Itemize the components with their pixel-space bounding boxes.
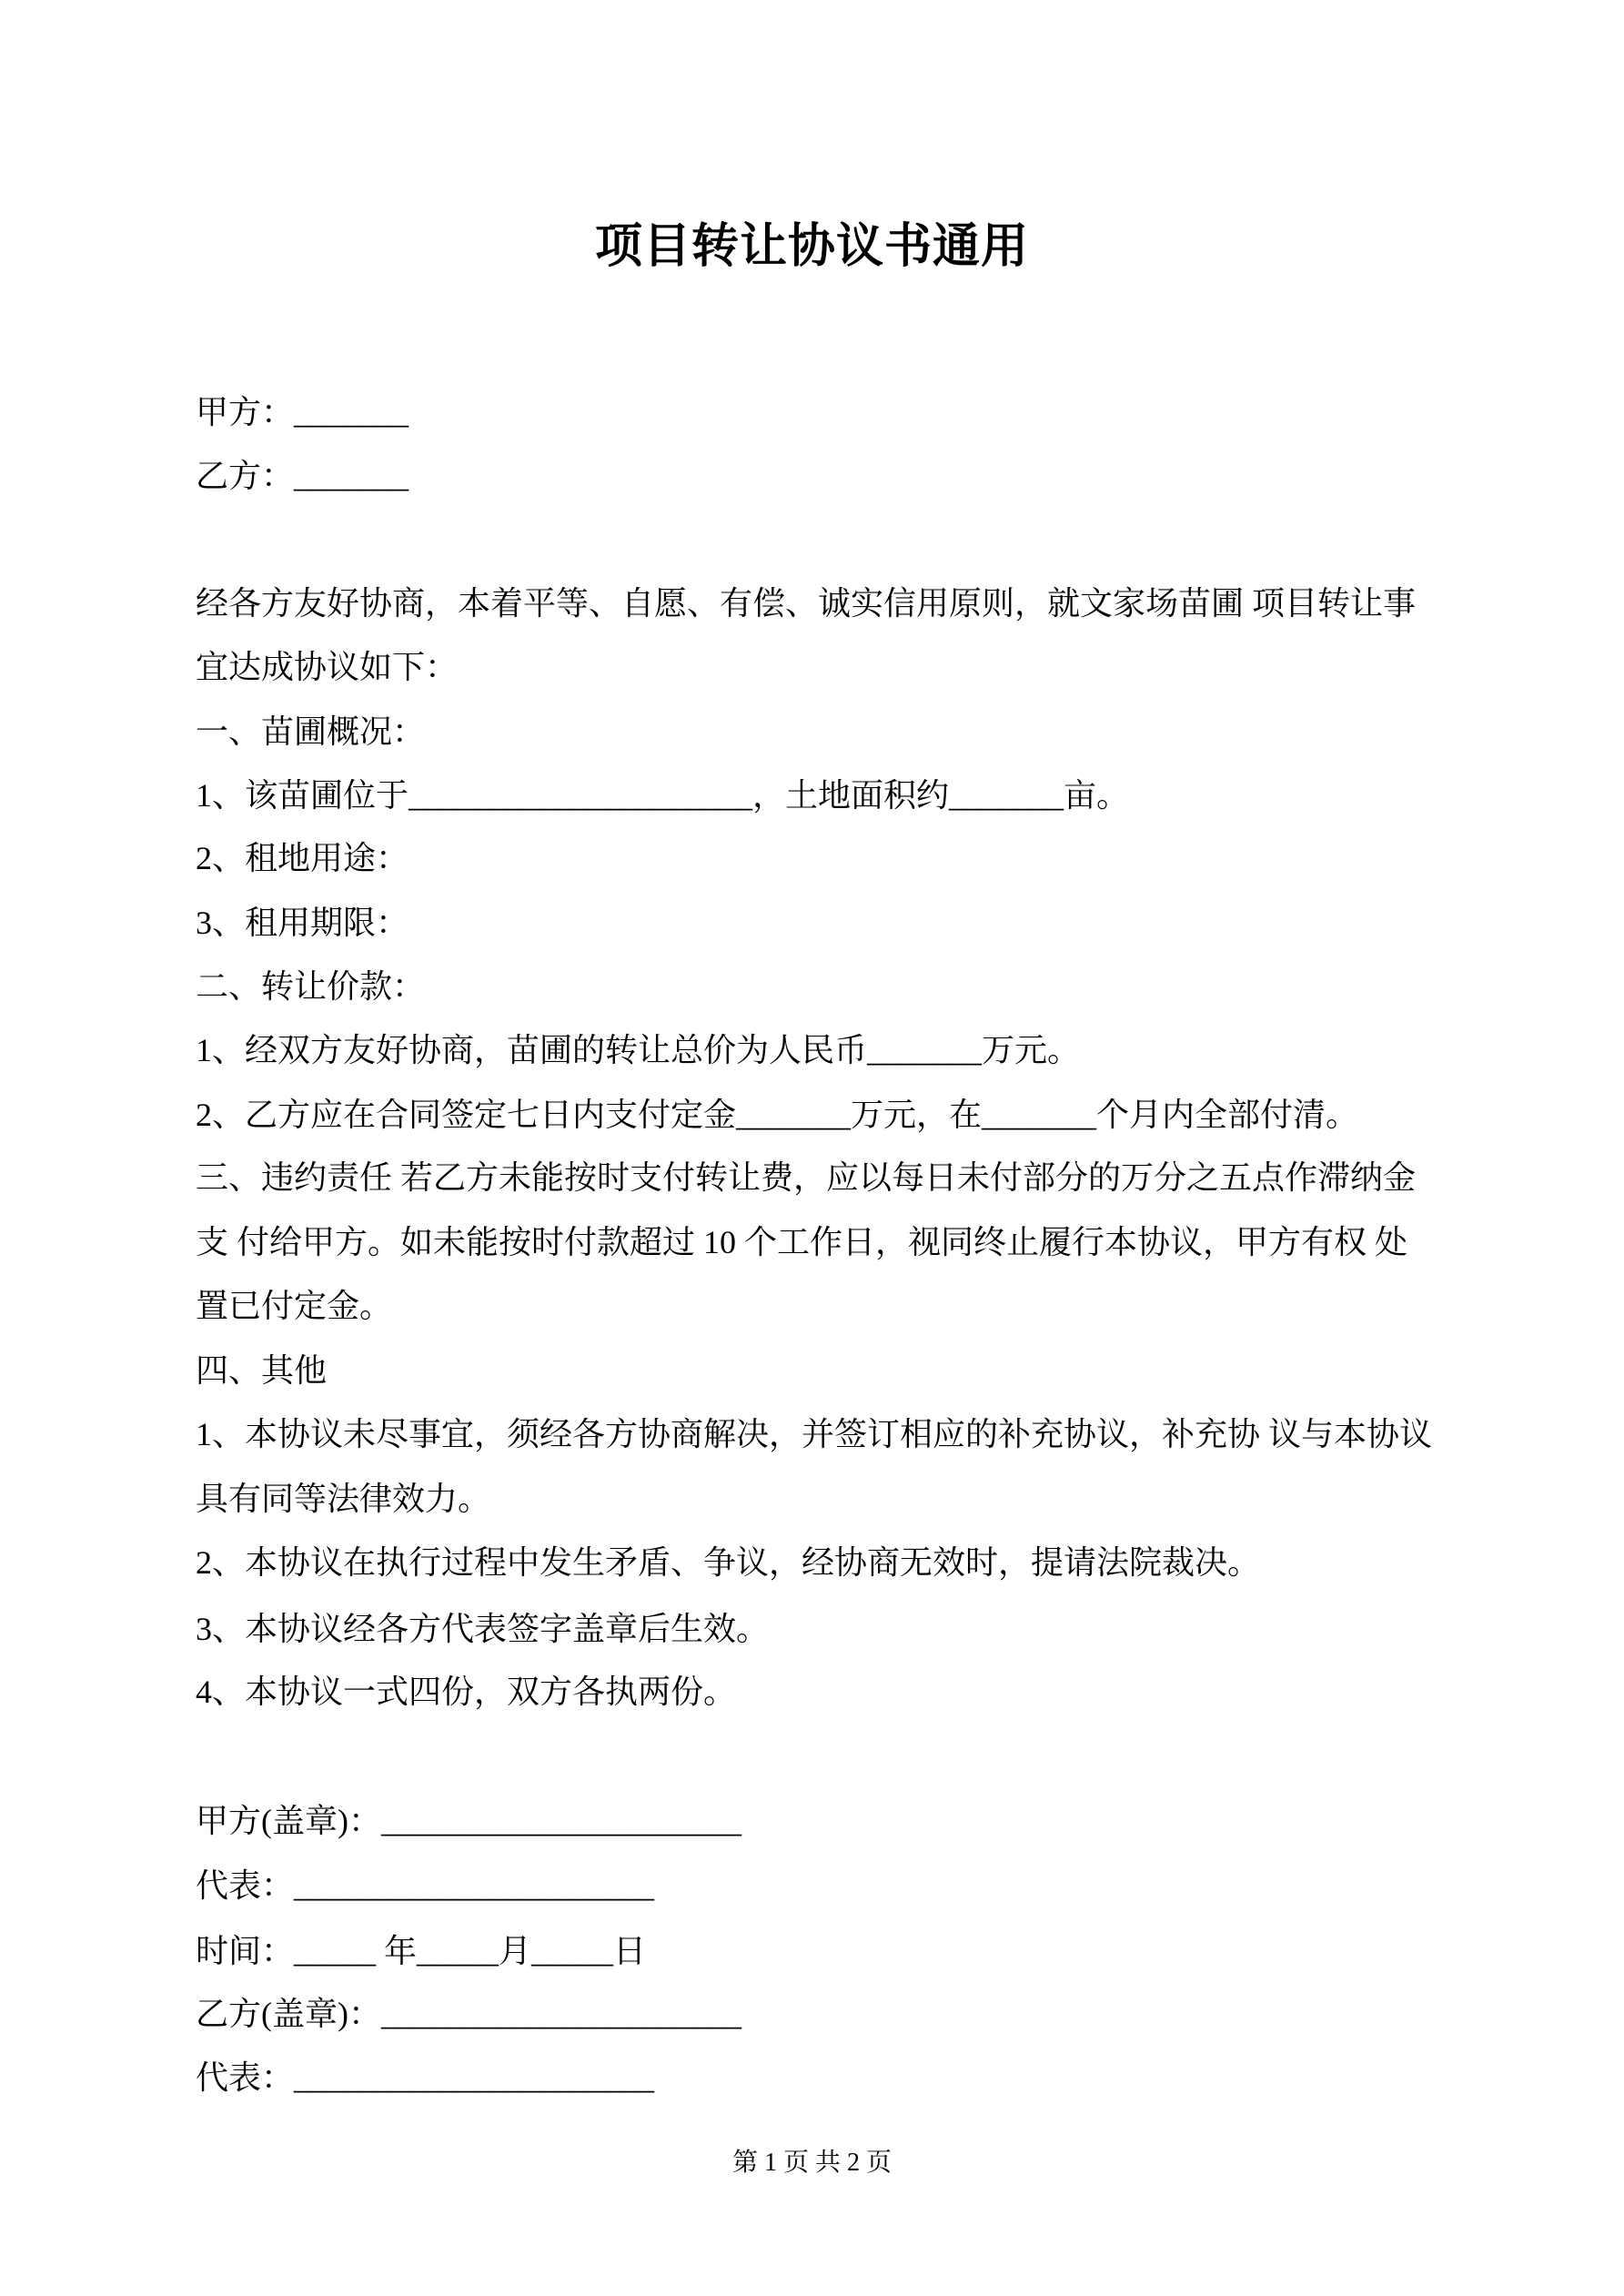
party-a-representative-line: 代表：______________________: [196, 1867, 655, 1904]
section-1-heading: 一、苗圃概况：: [196, 713, 426, 750]
section-4-heading: 四、其他: [196, 1352, 328, 1389]
preamble-line-2: 宜达成协议如下：: [196, 649, 459, 685]
party-a-line: 甲方：_______: [196, 394, 409, 430]
clause-1-1: 1、该苗圃位于_____________________，土地面积约_______亩。: [196, 777, 1130, 814]
party-a-seal-line: 甲方(盖章)：______________________: [196, 1803, 741, 1839]
section-3-line-1: 三、违约责任 若乙方未能按时支付转让费，应以每日未付部分的万分之五点作滞纳金: [196, 1159, 1417, 1196]
clause-4-1-line-1: 1、本协议未尽事宜，须经各方协商解决，并签订相应的补充协议，补充协 议与本协议: [196, 1416, 1433, 1452]
party-b-line: 乙方：_______: [196, 458, 409, 494]
clause-4-4: 4、本协议一式四份，双方各执两份。: [196, 1674, 737, 1710]
section-3-line-2: 支 付给甲方。如未能按时付款超过 10 个工作日，视同终止履行本协议，甲方有权 处: [196, 1224, 1408, 1260]
document-title: 项目转让协议书通用: [594, 221, 1029, 273]
date-line: 时间：_____ 年_____月_____日: [196, 1933, 647, 1969]
clause-1-3: 3、租用期限：: [196, 905, 409, 941]
section-2-heading: 二、转让价款：: [196, 968, 426, 1005]
clause-2-2: 2、乙方应在合同签定七日内支付定金_______万元，在_______个月内全部付清。: [196, 1097, 1359, 1133]
clause-2-1: 1、经双方友好协商，苗圃的转让总价为人民币_______万元。: [196, 1032, 1081, 1068]
section-3-line-3: 置已付定金。: [196, 1288, 393, 1324]
page-number-footer: 第 1 页 共 2 页: [731, 2149, 892, 2177]
party-b-representative-line: 代表：______________________: [196, 2059, 655, 2096]
preamble-line-1: 经各方友好协商，本着平等、自愿、有偿、诚实信用原则，就文家场苗圃 项目转让事: [196, 585, 1417, 622]
clause-4-3: 3、本协议经各方代表签字盖章后生效。: [196, 1611, 770, 1647]
party-b-seal-line: 乙方(盖章)：______________________: [196, 1996, 741, 2032]
clause-4-1-line-2: 具有同等法律效力。: [196, 1481, 491, 1517]
clause-1-2: 2、租地用途：: [196, 840, 409, 876]
clause-4-2: 2、本协议在执行过程中发生矛盾、争议，经协商无效时，提请法院裁决。: [196, 1544, 1261, 1581]
